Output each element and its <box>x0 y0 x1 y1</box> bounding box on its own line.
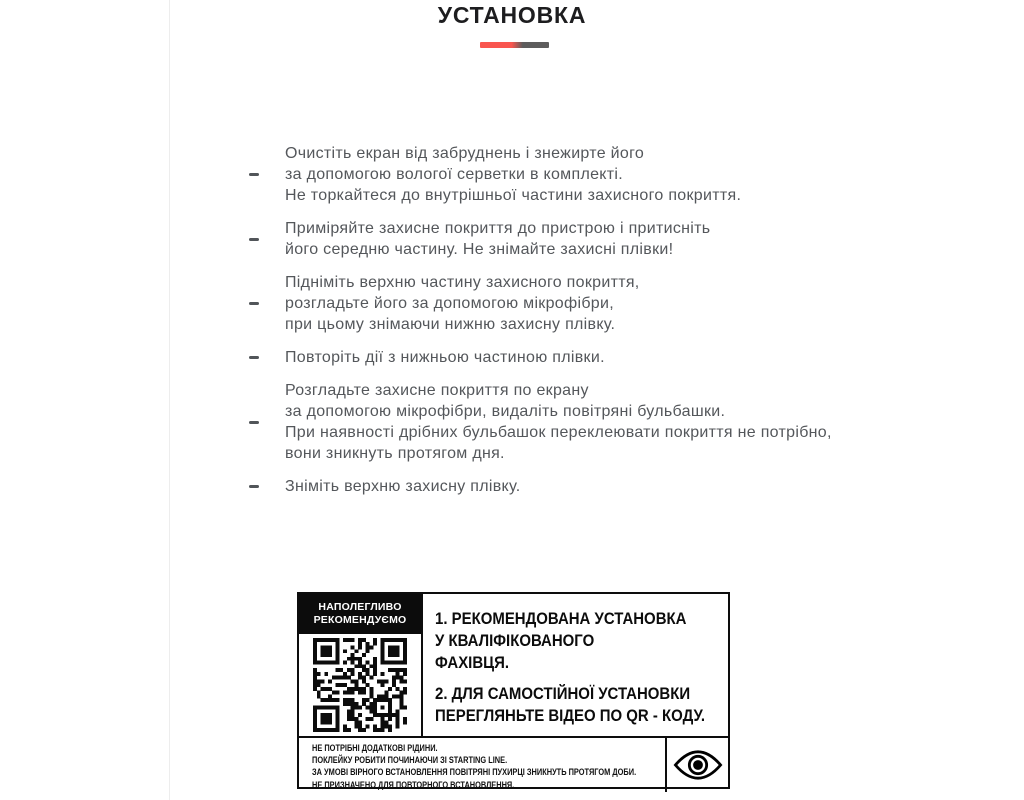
step-item <box>249 476 949 497</box>
qr-column <box>299 594 423 736</box>
step-text: Очистіть екран від забруднень і знежирте його за допомогою вологої серветки в комплекті. Не торкайтеся до внутрішньої частини захисного покриття. <box>285 145 742 204</box>
footnote-line: НЕ ПРИЗНАЧЕНО ДЛЯ ПОВТОРНОГО ВСТАНОВЛЕННЯ. <box>312 779 515 791</box>
qr-code-icon <box>299 634 421 736</box>
step-text: Повторіть дії з нижньою частиною плівки. <box>285 349 605 366</box>
page-title: УСТАНОВКА <box>437 2 587 28</box>
bullet-dash-icon <box>249 485 259 488</box>
recommendation-box <box>297 592 730 789</box>
bullet-dash-icon <box>249 356 259 359</box>
step-text: Розгладьте захисне покриття по екрану за допомогою мікрофібри, видаліть повітряні бульбашки. При наявності дрібних бульбашок переклеювати покриття не потрібно, вони зникнуть протягом дня. <box>285 382 832 462</box>
qr-code-graphic <box>313 638 407 732</box>
title-divider <box>480 42 549 48</box>
installation-steps <box>249 143 949 509</box>
step-item <box>249 380 949 464</box>
eye-icon-graphic <box>673 749 723 781</box>
step-text: Приміряйте захисне покриття до пристрою і притисніть його середню частину. Не знімайте захисні плівки! <box>285 220 711 258</box>
bullet-dash-icon <box>249 238 259 241</box>
badge-line: НАПОЛЕГЛИВО <box>318 601 402 613</box>
footnotes <box>299 738 665 792</box>
eye-icon <box>665 738 728 792</box>
step-item <box>249 218 949 260</box>
recommendation-bottom-row <box>299 736 728 792</box>
footnote-line: НЕ ПОТРІБНІ ДОДАТКОВІ РІДИНИ. <box>312 743 438 754</box>
step-text: Зніміть верхню захисну плівку. <box>285 478 521 495</box>
step-item <box>249 143 949 206</box>
bullet-dash-icon <box>249 421 259 424</box>
strongly-recommend-badge <box>299 594 421 634</box>
recommendation-point: 1. РЕКОМЕНДОВАНА УСТАНОВКА У КВАЛІФІКОВАНОГО ФАХІВЦЯ. <box>435 609 687 672</box>
step-item <box>249 347 949 368</box>
badge-line: РЕКОМЕНДУЄМО <box>313 614 407 626</box>
footnote-line: ЗА УМОВІ ВІРНОГО ВСТАНОВЛЕННЯ ПОВІТРЯНІ ПУХИРЦІ ЗНИКНУТЬ ПРОТЯГОМ ДОБИ. <box>312 767 637 779</box>
bullet-dash-icon <box>249 173 259 176</box>
recommendation-top-row <box>299 594 728 736</box>
step-item <box>249 272 949 335</box>
bullet-dash-icon <box>249 302 259 305</box>
recommendation-points <box>423 594 742 736</box>
sidebar-boundary-line <box>169 0 170 800</box>
step-text: Підніміть верхню частину захисного покриття, розгладьте його за допомогою мікрофібри, при цьому знімаючи нижню захисну плівку. <box>285 274 640 333</box>
footnote-line: ПОКЛЕЙКУ РОБИТИ ПОЧИНАЮЧИ ЗІ STARTING LINE. <box>312 755 508 767</box>
recommendation-point: 2. ДЛЯ САМОСТІЙНОЇ УСТАНОВКИ ПЕРЕГЛЯНЬТЕ ВІДЕО ПО QR - КОДУ. <box>435 684 706 725</box>
